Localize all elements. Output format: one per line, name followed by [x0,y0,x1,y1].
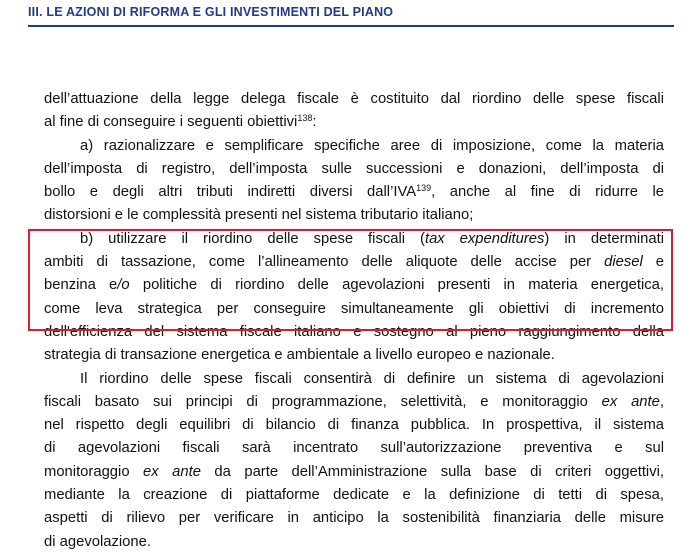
footnote-ref[interactable]: 138 [297,113,313,124]
text-span: al fine di conseguire i seguenti obiettivi [44,114,298,131]
text-span: : [312,114,317,131]
text-span: e [642,254,665,271]
text-span: monitoraggio [44,463,144,480]
text-line: Il riordino delle spese fiscali consentirà di definire un sistema di agevolazioni [80,370,664,387]
italic-term: ex ante [601,393,660,410]
text-line: di agevolazioni fiscali sarà incentrato sull’autorizzazione preventiva e sul [44,440,664,457]
text-span: fiscali basato sui principi di programmazione, selettività, e monitoraggio [44,393,602,410]
text-span: , anche al fine di ridurre le [431,184,664,201]
text-line [44,274,664,297]
text-line: nel rispetto degli equilibri di bilancio di finanza pubblica. In prospettiva, il sistema [44,417,664,434]
footnote-ref[interactable]: 139 [416,183,432,194]
text-line [44,111,664,134]
italic-term: tax expenditures [424,230,545,247]
text-line [44,228,664,251]
text-span: politiche di riordino delle agevolazioni presenti in materia energetica, [129,277,664,294]
italic-term: /o [117,277,130,294]
section-title: III. LE AZIONI DI RIFORMA E GLI INVESTIMENTI DEL PIANO [28,5,394,19]
text-line: dell’attuazione della legge delega fiscale è costituito dal riordino delle spese fiscali [44,91,664,107]
text-line: dell'efficienza del sistema fiscale italiano e sostegno al pieno raggiungimento della [44,323,664,340]
text-span: , [659,393,664,410]
text-line: aspetti di rilievo per verificare in anticipo la sostenibilità finanziaria delle misure [44,510,664,527]
text-line: distorsioni e le complessità presenti nel sistema tributario italiano; [44,207,474,224]
text-line [44,251,664,274]
text-line: strategia di transazione energetica e ambientale a livello europeo e nazionale. [44,347,555,364]
italic-term: ex ante [143,463,201,480]
text-span: ) in determinati [544,230,665,247]
document-body [44,88,664,554]
text-span: ambiti di tassazione, come l’allineamento delle aliquote delle accise per [44,254,605,271]
italic-term: diesel [604,254,643,271]
text-span: bollo e degli altri tributi indiretti diversi dall’IVA [44,184,417,201]
text-span: benzina e [44,277,118,294]
text-line [44,391,664,414]
text-line [44,461,664,484]
text-line: mediante la creazione di piattaforme dedicate e la definizione di tetti di spesa, [44,487,664,504]
text-line: come leva strategica per conseguire simultaneamente gli obiettivi di incremento [44,300,664,317]
text-line [44,181,664,204]
text-line: a) razionalizzare e semplificare specifiche aree di imposizione, come la materia [80,137,664,154]
text-span: b) utilizzare il riordino delle spese fiscali ( [80,230,425,247]
page-header [28,5,674,27]
text-line: di agevolazione. [44,533,151,550]
text-line: dell’imposta di registro, dell’imposta sulle successioni e donazioni, dell’imposta di [44,160,664,177]
text-span: da parte dell’Amministrazione sulla base di criteri oggettivi, [200,463,665,480]
